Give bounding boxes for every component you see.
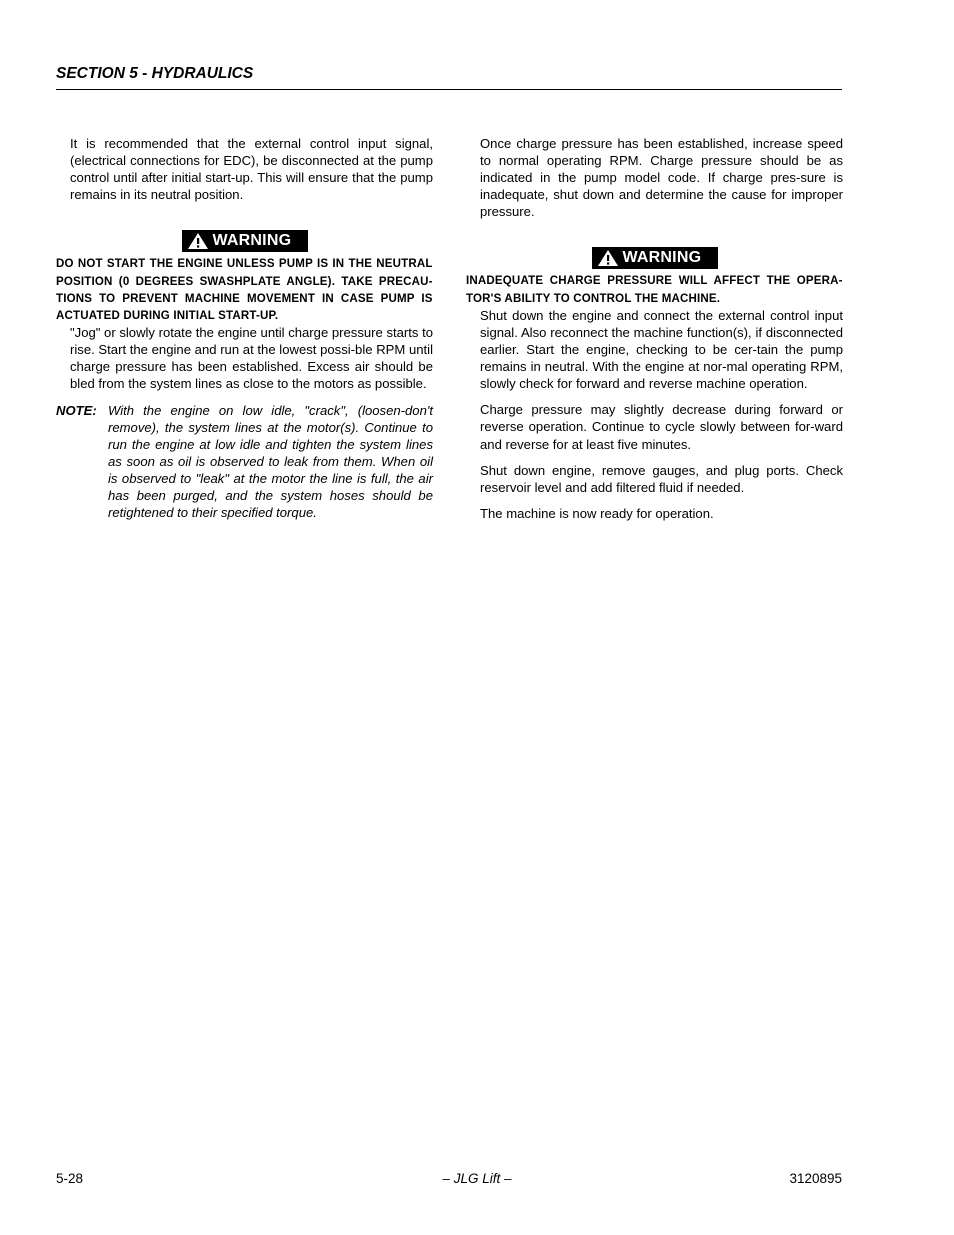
cycle-paragraph: Charge pressure may slightly decrease during forward or reverse operation. Continue to cycle slowly between for-ward and reverse for at least five minutes. [480, 402, 843, 452]
note-block [56, 402, 433, 522]
header-rule [56, 89, 842, 90]
warning-badge [592, 247, 718, 269]
ready-paragraph: The machine is now ready for operation. [480, 505, 714, 521]
footer-brand: – JLG Lift – [442, 1171, 512, 1186]
warning-triangle-icon [597, 249, 619, 267]
note-label: NOTE: [56, 402, 97, 418]
charge-pressure-paragraph: Once charge pressure has been established, increase speed to normal operating RPM. Charge pressure should be as indicated in the pump model code. If charge pres-sure is inadequate, shut down and determine the cause for improper pressure. [480, 136, 843, 220]
warning-badge [182, 230, 308, 252]
shutdown-paragraph: Shut down the engine and connect the external control input signal. Also reconnect the machine function(s), if disconnected earlier. Start the engine, checking to be cer-tain the pump remains in neutral. With the engine at nor-mal operating RPM, slowly check for forward and reverse machine operation. [480, 307, 843, 392]
warning-text: DO NOT START THE ENGINE UNLESS PUMP IS IN THE NEUTRAL POSITION (0 DEGREES SWASHPLATE ANGLE). TAKE PRECAU-TIONS TO PREVENT MACHINE MOVEMENT IN CASE PUMP IS ACTUATED DURING INITIAL START-UP. [56, 256, 433, 322]
warning-text: INADEQUATE CHARGE PRESSURE WILL AFFECT THE OPERA-TOR'S ABILITY TO CONTROL THE MACHINE. [466, 273, 843, 305]
jog-paragraph: "Jog" or slowly rotate the engine until charge pressure starts to rise. Start the engine and run at the lowest possi-ble RPM until charge pressure has been established. Excess air should be bled from the system lines as close to the motors as possible. [70, 325, 434, 392]
left-column [56, 135, 433, 521]
warning-label: WARNING [622, 249, 702, 267]
note-text: With the engine on low idle, "crack", (loosen-don't remove), the system lines at the motor(s). Continue to run the engine at low idle and tighten the system lines as soon as oil is observed to leak from them. When oil is observed to "leak" at the motor the line is full, the air has been purged, and the system hoses should be retightened to their specified torque. [108, 402, 433, 521]
right-column [466, 135, 843, 522]
intro-paragraph: It is recommended that the external control input signal, (electrical connections for EDC), be disconnected at the pump control until after initial start-up. This will ensure that the pump remains in its neutral position. [70, 136, 433, 203]
warning-label: WARNING [212, 232, 292, 250]
section-header: SECTION 5 - HYDRAULICS [56, 65, 254, 82]
document-number: 3120895 [789, 1171, 842, 1186]
warning-triangle-icon [187, 232, 209, 250]
gauges-paragraph: Shut down engine, remove gauges, and plug ports. Check reservoir level and add filtered fluid if needed. [480, 462, 843, 495]
page-number: 5-28 [56, 1171, 84, 1186]
